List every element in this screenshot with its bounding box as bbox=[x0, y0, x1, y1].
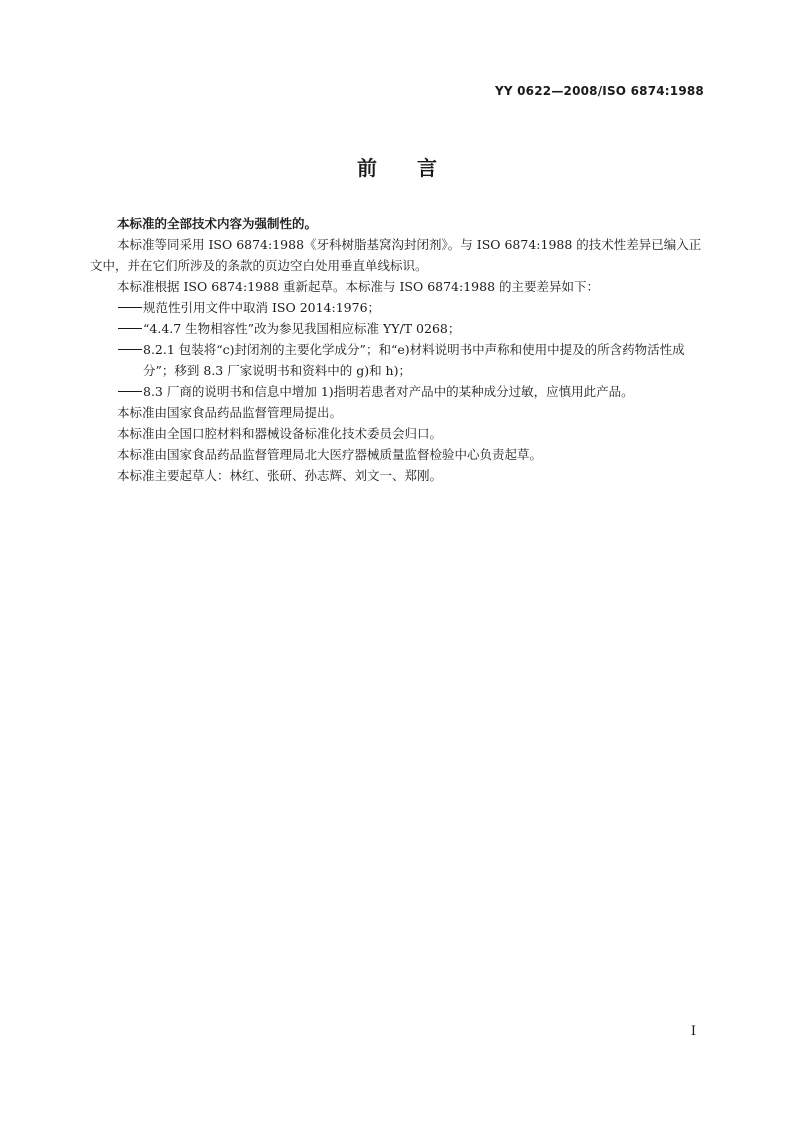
adoption-paragraph: 本标准等同采用 ISO 6874:1988《牙科树脂基窝沟封闭剂》。与 ISO 6874:1988 的技术性差异已编入正文中，并在它们所涉及的条款的页边空白处用垂直单线标识。 bbox=[90, 237, 702, 273]
drafting-unit-paragraph: 本标准由国家食品药品监督管理局北大医疗器械质量监督检验中心负责起草。 bbox=[117, 447, 543, 462]
differences-intro: 本标准根据 ISO 6874:1988 重新起草。本标准与 ISO 6874:1988 的主要差异如下： bbox=[117, 279, 600, 294]
page-number: I bbox=[690, 1024, 696, 1039]
mandatory-statement: 本标准的全部技术内容为强制性的。 bbox=[117, 216, 318, 231]
standard-code: YY 0622—2008/ISO 6874:1988 bbox=[494, 84, 704, 98]
difference-item bbox=[90, 339, 704, 381]
committee-paragraph: 本标准由全国口腔材料和器械设备标准化技术委员会归口。 bbox=[117, 426, 443, 441]
page-title: 前言 bbox=[357, 156, 477, 180]
difference-text: 8.3 厂商的说明书和信息中增加 1)指明若患者对产品中的某种成分过敏，应慎用此产品。 bbox=[143, 384, 634, 399]
difference-text: 规范性引用文件中取消 ISO 2014:1976； bbox=[143, 300, 381, 315]
drafters-paragraph: 本标准主要起草人：林红、张研、孙志辉、刘文一、郑刚。 bbox=[117, 468, 443, 483]
difference-text: “4.4.7 生物相容性”改为参见我国相应标准 YY/T 0268； bbox=[143, 321, 461, 336]
difference-item bbox=[90, 381, 704, 402]
difference-item bbox=[90, 297, 704, 318]
foreword-body bbox=[90, 213, 704, 486]
difference-item bbox=[90, 318, 704, 339]
proposer-paragraph: 本标准由国家食品药品监督管理局提出。 bbox=[117, 405, 343, 420]
difference-text: 8.2.1 包装将“c)封闭剂的主要化学成分”；和“e)材料说明书中声称和使用中提及的所含药物活性成分”；移到 8.3 厂家说明书和资料中的 g)和 h)； bbox=[143, 342, 685, 378]
